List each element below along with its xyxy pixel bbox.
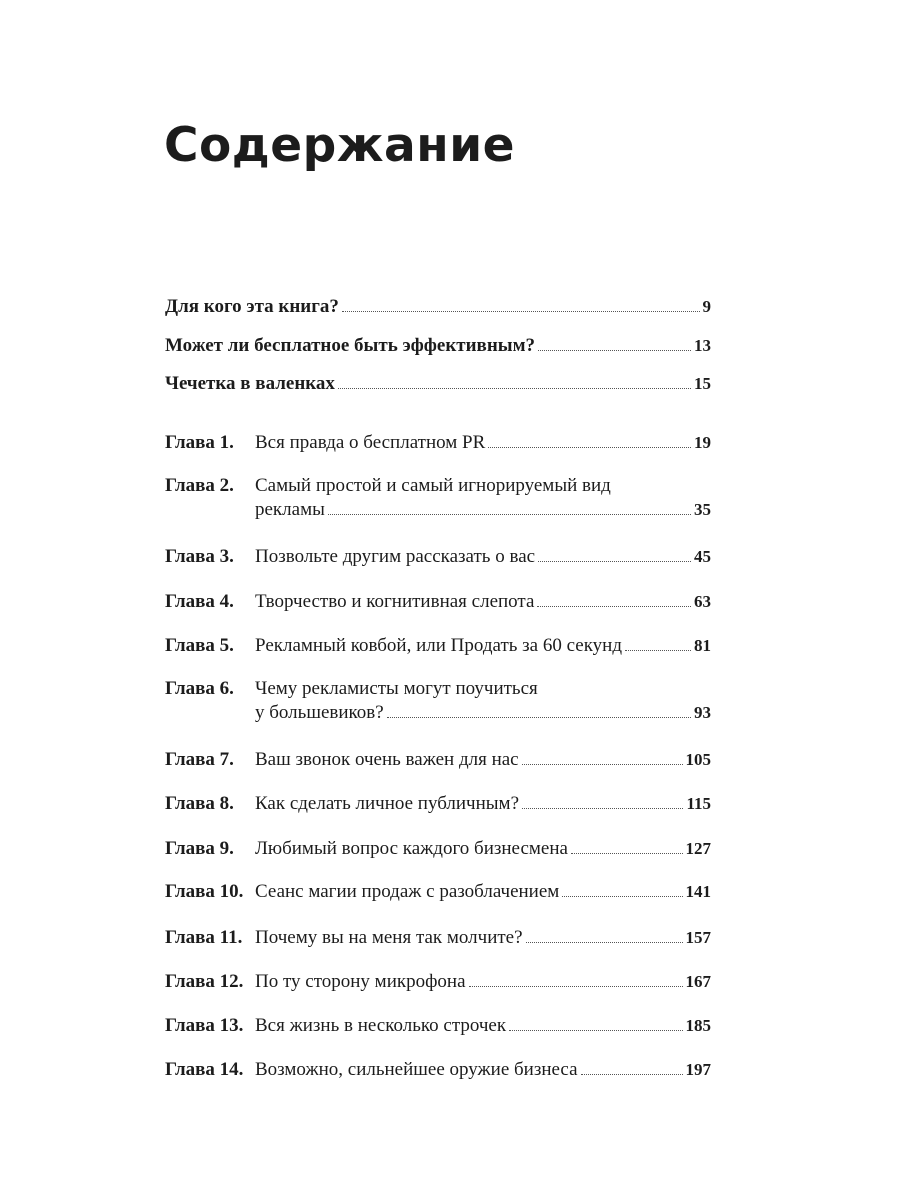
- toc-page-number: 35: [694, 500, 711, 519]
- toc-page-number: 19: [694, 433, 711, 452]
- toc-entry-front-3[interactable]: [165, 372, 711, 396]
- toc-entry-chapter-3[interactable]: [165, 545, 711, 569]
- dot-leader: [488, 446, 691, 448]
- toc-page-number: 13: [694, 336, 711, 355]
- toc-entry-chapter-5[interactable]: [165, 634, 711, 658]
- dot-leader: [625, 649, 691, 651]
- toc-page-number: 127: [685, 839, 711, 858]
- chapter-title: Вся жизнь в несколько строчек: [255, 1015, 507, 1036]
- chapter-title: По ту сторону микрофона: [255, 971, 466, 992]
- toc-entry-chapter-12[interactable]: [165, 970, 711, 994]
- chapter-label: Глава 4.: [165, 591, 234, 612]
- toc-entry-chapter-14[interactable]: [165, 1058, 711, 1082]
- chapter-label: Глава 2.: [165, 475, 234, 496]
- toc-entry-chapter-10[interactable]: [165, 880, 711, 904]
- toc-page-number: 141: [685, 882, 711, 901]
- toc-page-number: 15: [694, 374, 711, 393]
- toc-entry-front-1[interactable]: [165, 295, 711, 319]
- page-title: Содержание: [164, 118, 516, 173]
- dot-leader: [338, 387, 691, 389]
- chapter-label: Глава 1.: [165, 432, 234, 453]
- chapter-label: Глава 11.: [165, 927, 243, 948]
- dot-leader: [538, 349, 691, 351]
- chapter-title-continued: у большевиков?: [255, 702, 384, 723]
- dot-leader: [537, 605, 691, 607]
- toc-page-number: 81: [694, 636, 711, 655]
- chapter-label: Глава 9.: [165, 838, 234, 859]
- dot-leader: [342, 310, 700, 312]
- toc-entry-chapter-7[interactable]: [165, 748, 711, 772]
- toc-entry-chapter-6[interactable]: [165, 677, 711, 725]
- chapter-title: Вся правда о бесплатном PR: [255, 432, 486, 453]
- toc-entry-front-2[interactable]: [165, 334, 711, 358]
- toc-page-number: 167: [685, 972, 711, 991]
- chapter-title: Почему вы на меня так молчите?: [255, 927, 523, 948]
- dot-leader: [562, 895, 682, 897]
- chapter-title: Позвольте другим рассказать о вас: [255, 546, 536, 567]
- toc-entry-chapter-11[interactable]: [165, 926, 711, 950]
- chapter-label: Глава 5.: [165, 635, 234, 656]
- table-of-contents: [165, 0, 711, 1200]
- toc-page-number: 197: [685, 1060, 711, 1079]
- chapter-label: Глава 10.: [165, 881, 244, 902]
- dot-leader: [538, 560, 691, 562]
- chapter-title: Чему рекламисты могут поучиться: [255, 678, 538, 699]
- chapter-title-continued: рекламы: [255, 499, 325, 520]
- dot-leader: [469, 985, 683, 987]
- chapter-label: Глава 12.: [165, 971, 244, 992]
- toc-entry-title: Чечетка в валенках: [165, 373, 335, 394]
- chapter-title: Самый простой и самый игнорируемый вид: [255, 475, 611, 496]
- dot-leader: [571, 852, 683, 854]
- chapter-title: Возможно, сильнейшее оружие бизнеса: [255, 1059, 578, 1080]
- chapter-title: Как сделать личное публичным?: [255, 793, 520, 814]
- toc-page-number: 115: [686, 794, 711, 813]
- toc-page-number: 45: [694, 547, 711, 566]
- toc-entry-chapter-9[interactable]: [165, 837, 711, 861]
- dot-leader: [509, 1029, 682, 1031]
- toc-page-number: 157: [685, 928, 711, 947]
- dot-leader: [581, 1073, 683, 1075]
- chapter-title: Творчество и когнитивная слепота: [255, 591, 535, 612]
- toc-page-number: 9: [702, 297, 711, 316]
- chapter-label: Глава 7.: [165, 749, 234, 770]
- chapter-title: Любимый вопрос каждого бизнесмена: [255, 838, 568, 859]
- chapter-label: Глава 6.: [165, 678, 234, 699]
- chapter-label: Глава 13.: [165, 1015, 244, 1036]
- toc-entry-chapter-1[interactable]: [165, 431, 711, 455]
- dot-leader: [387, 716, 691, 718]
- chapter-title: Сеанс магии продаж с разоблачением: [255, 881, 560, 902]
- dot-leader: [526, 941, 683, 943]
- toc-page-number: 105: [685, 750, 711, 769]
- chapter-label: Глава 14.: [165, 1059, 244, 1080]
- chapter-title: Ваш звонок очень важен для нас: [255, 749, 519, 770]
- toc-page-number: 185: [685, 1016, 711, 1035]
- toc-page-number: 63: [694, 592, 711, 611]
- dot-leader: [328, 513, 691, 515]
- toc-entry-title: Может ли бесплатное быть эффективным?: [165, 335, 536, 356]
- chapter-label: Глава 8.: [165, 793, 234, 814]
- dot-leader: [522, 807, 683, 809]
- chapter-label: Глава 3.: [165, 546, 234, 567]
- toc-entry-chapter-13[interactable]: [165, 1014, 711, 1038]
- toc-entry-chapter-4[interactable]: [165, 590, 711, 614]
- toc-entry-chapter-8[interactable]: [165, 792, 711, 816]
- toc-page-number: 93: [694, 703, 711, 722]
- toc-entry-title: Для кого эта книга?: [165, 296, 339, 317]
- chapter-title: Рекламный ковбой, или Продать за 60 секунд: [255, 635, 622, 656]
- toc-entry-chapter-2[interactable]: [165, 474, 711, 522]
- dot-leader: [522, 763, 683, 765]
